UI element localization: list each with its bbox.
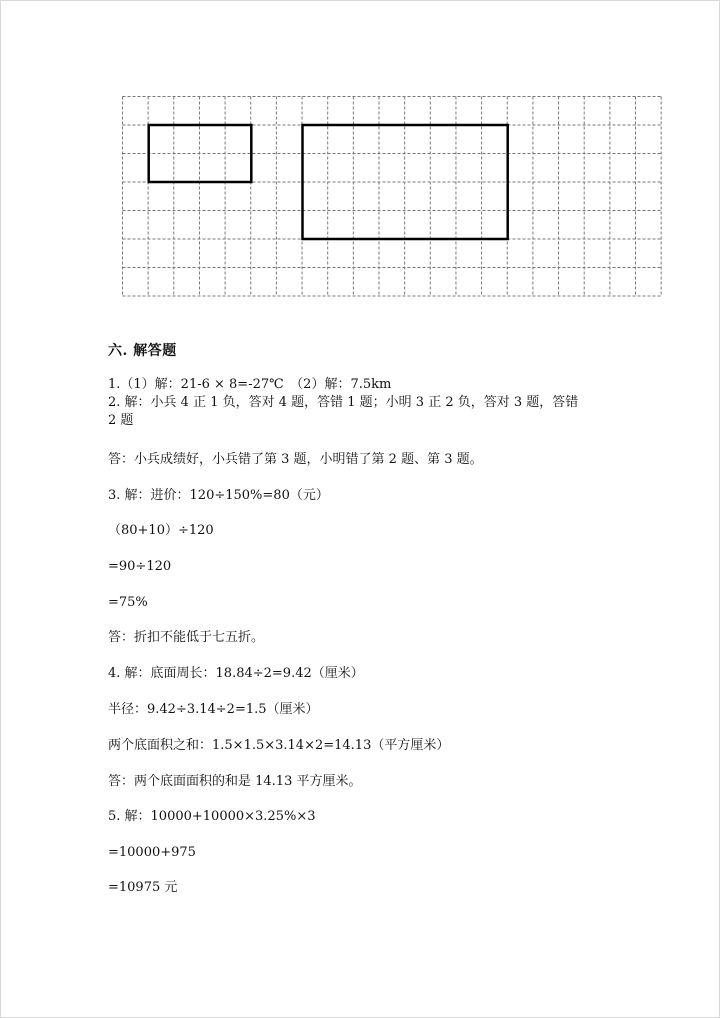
answer-2-line-2: 2 题 [108,413,134,428]
grid-figure [120,94,665,300]
answer-3-step-3: =75% [108,595,148,610]
grid-svg [120,94,665,300]
answer-5-result: =10975 元 [108,880,178,895]
answer-3-conclusion: 答：折扣不能低于七五折。 [108,630,265,645]
answer-4-perimeter: 4. 解：底面周长：18.84÷2=9.42（厘米） [108,666,364,681]
answer-4-area-sum: 两个底面积之和：1.5×1.5×3.14×2=14.13（平方厘米） [108,738,450,753]
answer-2-conclusion: 答：小兵成绩好，小兵错了第 3 题，小明错了第 2 题、第 3 题。 [108,452,483,467]
section-title: 六. 解答题 [108,343,177,359]
answer-3-cost: 3. 解：进价：120÷150%=80（元） [108,488,329,503]
answer-4-radius: 半径：9.42÷3.14÷2=1.5（厘米） [108,702,319,717]
answer-3-step-1: （80+10）÷120 [108,523,214,538]
answer-2-line-1: 2. 解：小兵 4 正 1 负，答对 4 题，答错 1 题；小明 3 正 2 负，答对 3 题，答错 [108,395,579,410]
answer-3-step-2: =90÷120 [108,559,172,574]
answer-5-step-1: =10000+975 [108,845,196,860]
grid-lines [123,97,662,297]
answer-5-formula: 5. 解：10000+10000×3.25%×3 [108,809,316,824]
answer-1: 1.（1）解：21-6 × 8=-27℃ （2）解：7.5km [108,377,392,392]
answer-4-conclusion: 答：两个底面面积的和是 14.13 平方厘米。 [108,774,362,789]
